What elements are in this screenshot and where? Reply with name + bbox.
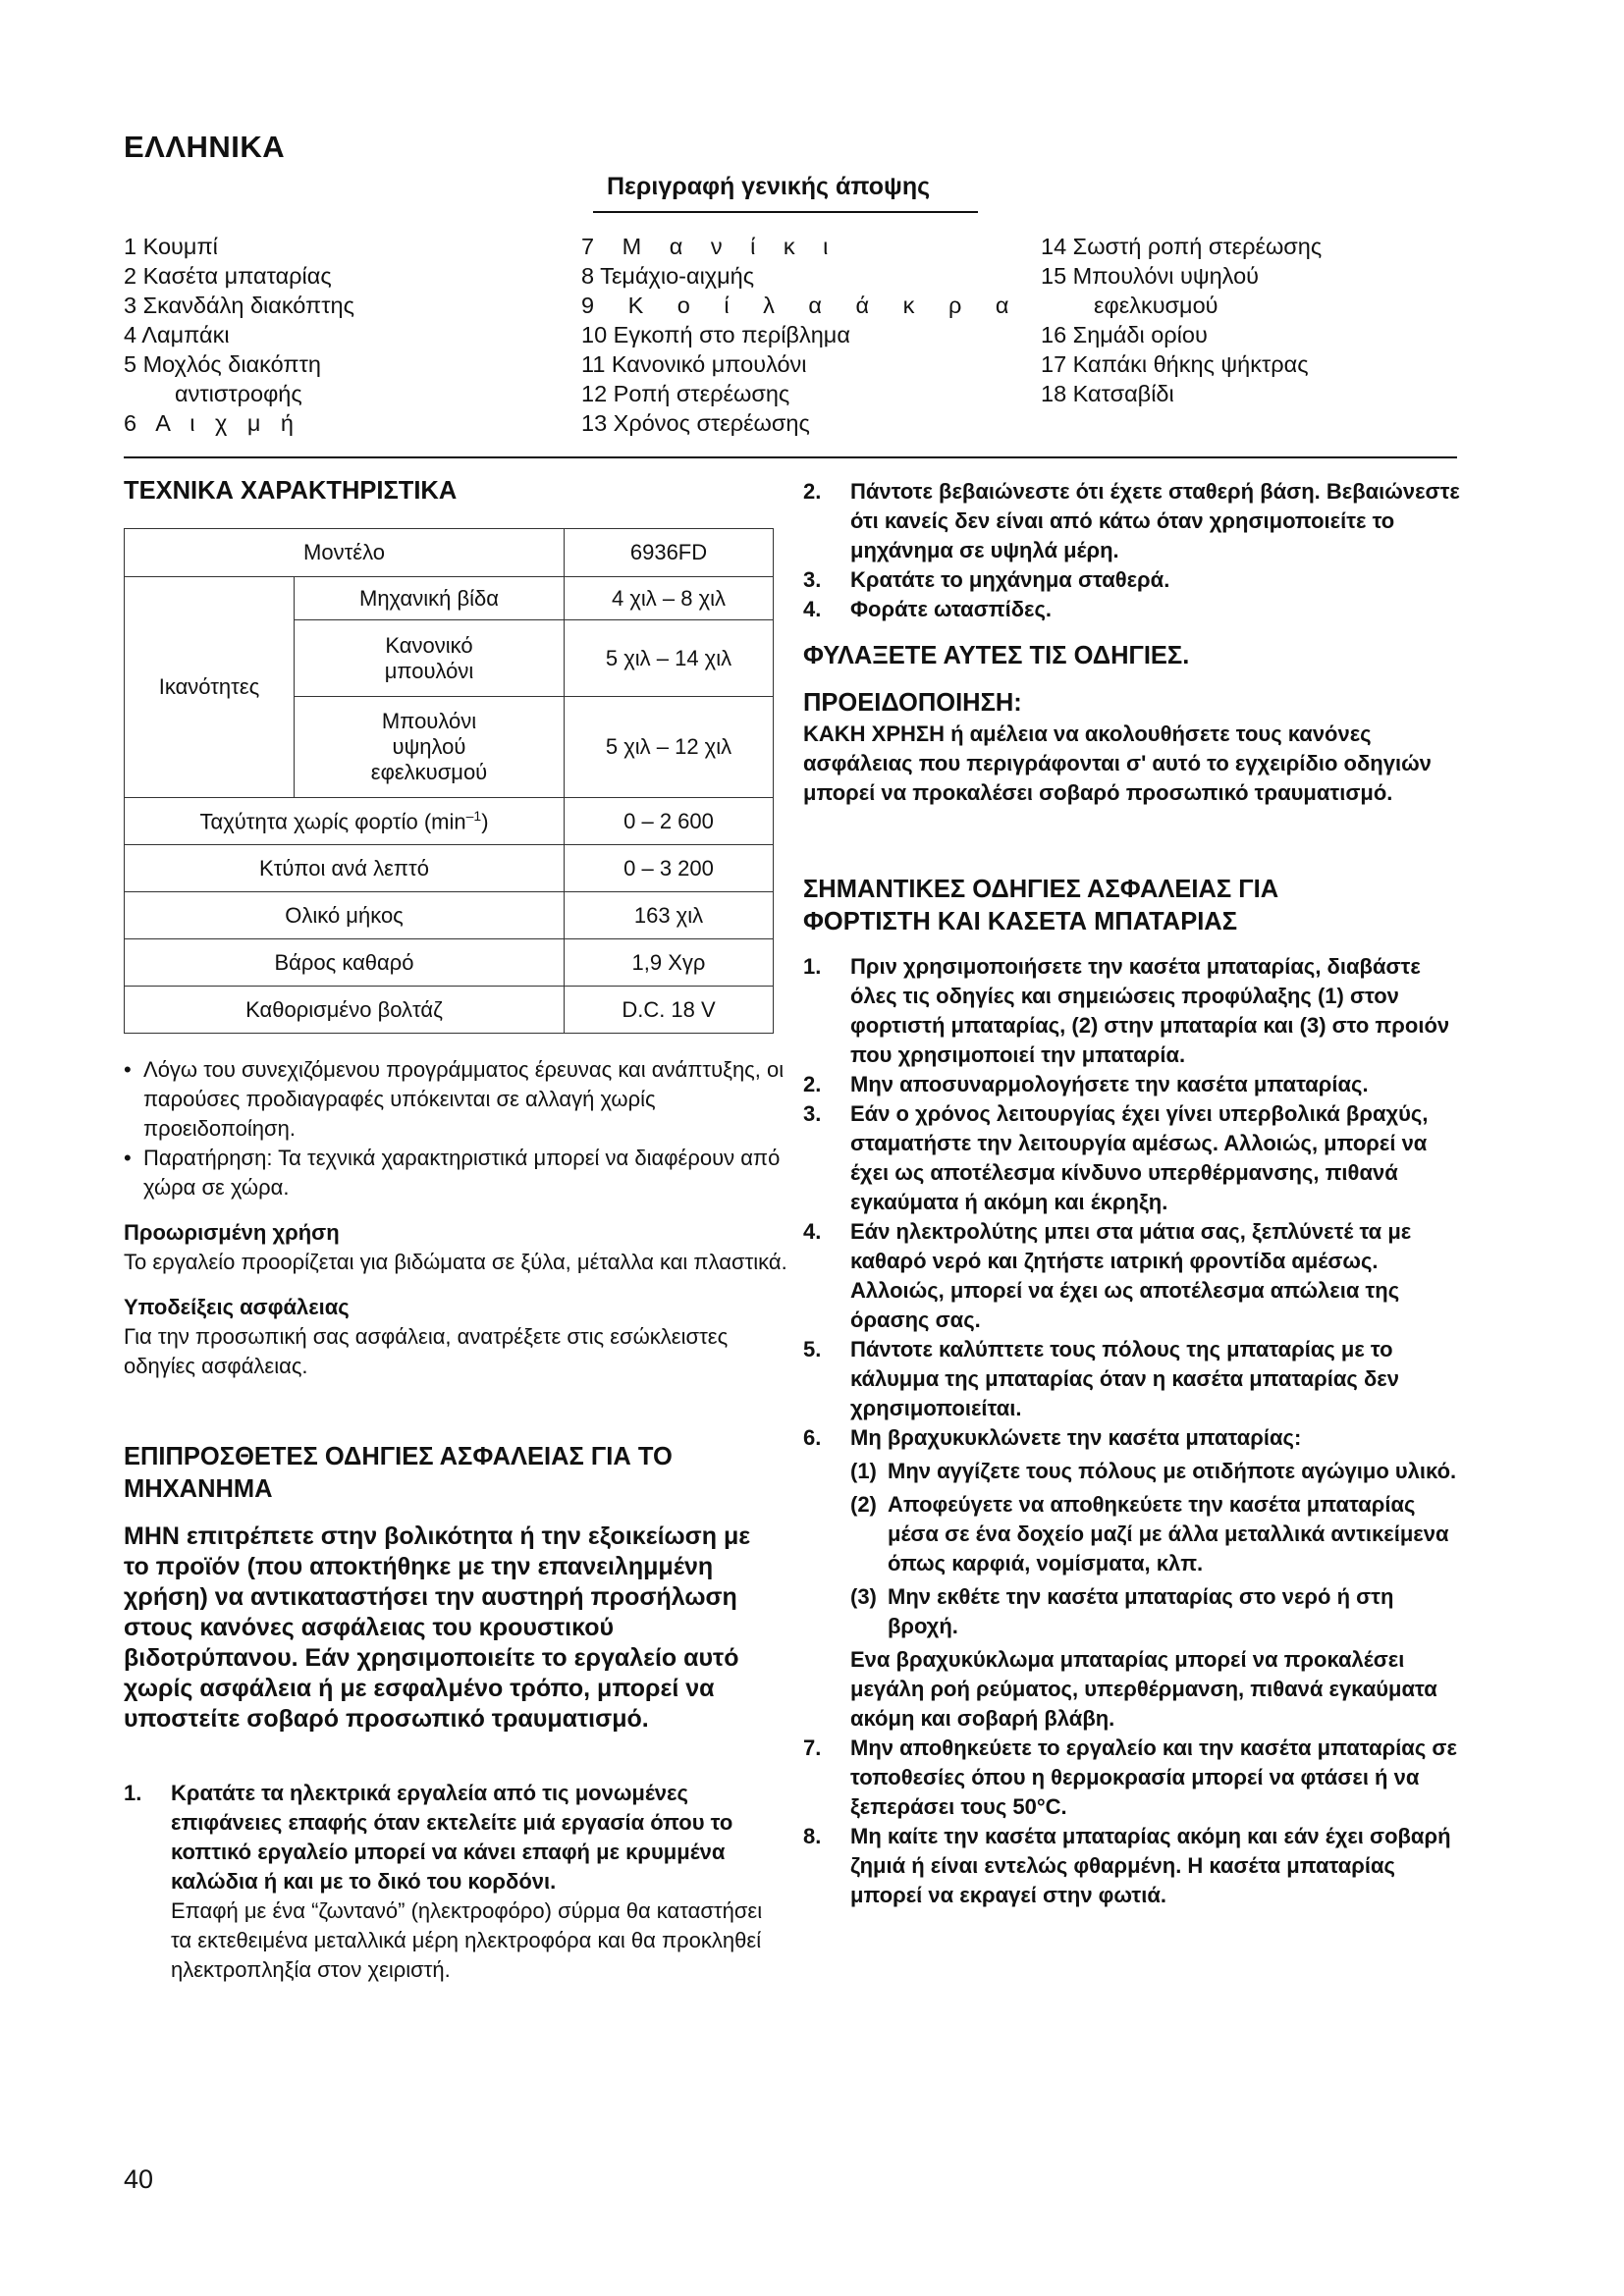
additional-safety-title: ΕΠΙΠΡΟΣΘΕΤΕΣ ΟΔΗΓΙΕΣ ΑΣΦΑΛΕΙΑΣ ΓΙΑ ΤΟ ΜΗΧΑΝΗΜΑ [124, 1443, 673, 1503]
save-instructions-heading: ΦΥΛΑΞΕΤΕ ΑΥΤΕΣ ΤΙΣ ΟΔΗΓΙΕΣ. [803, 642, 1190, 669]
spec-label: Βάρος καθαρό [125, 939, 565, 987]
part-item: 3 Σκανδάλη διακόπτης [124, 293, 354, 318]
spec-value: D.C. 18 V [565, 987, 774, 1034]
spec-label: Ταχύτητα χωρίς φορτίο $(\min^{-1})$ [125, 798, 565, 845]
section-divider [124, 456, 1457, 458]
additional-safety-list-continued [803, 477, 1461, 624]
part-item: 17 Καπάκι θήκης ψήκτρας [1041, 351, 1309, 377]
overview-title: Περιγραφή γενικής άποψης [607, 173, 931, 200]
safety-list-item: 2. Πάντοτε βεβαιώνεστε ότι έχετε σταθερή βάση. Βεβαιώνεστε ότι κανείς δεν είναι από κάτω όταν χρησιμοποιείτε το μηχάνημα σε υψηλά μέρη. [803, 479, 1460, 562]
battery-list-item: 6. Μη βραχυκυκλώνετε την κασέτα μπαταρίας: (1) Μην αγγίζετε τους πόλους με οτιδήποτε αγώγιμο υλικό. (2) Αποφεύγετε να αποθηκεύετε την κασέτα μπαταρίας μέσα σε ένα δοχείο μαζί με άλλα μεταλλικά αντικείμενα όπως καρφιά, νομίσματα, κλπ. (3) Μην εκθέτε την κασέτα μπαταρίας στο νερό ή στη βροχή. Ενα βραχυκύκλωμα μπαταρίας μπορεί να προκαλέσει μεγάλη ροή ρεύματος, υπερθέρμανση, πιθανά εγκαύματα ακόμη και σοβαρή βλάβη. [803, 1423, 1461, 1734]
intended-use-text: Το εργαλείο προορίζεται για βιδώματα σε ξύλα, μέταλλα και πλαστικά. [124, 1250, 787, 1274]
battery-list-item: 2. Μην αποσυναρμολογήσετε την κασέτα μπαταρίας. [803, 1072, 1369, 1096]
part-item: 6 Α ι χ μ ή [124, 410, 294, 436]
spec-label: Ολικό μήκος [125, 892, 565, 939]
part-item: 4 Λαμπάκι [124, 322, 230, 347]
spec-label: Ικανότητες [125, 577, 295, 798]
note-item: • Παρατήρηση: Τα τεχνικά χαρακτηριστικά μπορεί να διαφέρουν από χώρα σε χώρα. [124, 1144, 791, 1202]
warning-text: ΚΑΚΗ ΧΡΗΣΗ ή αμέλεια να ακολουθήσετε τους κανόνες ασφάλειας που περιγράφονται σ' αυτό το εγχειρίδιο οδηγιών μπορεί να προκαλέσει σοβαρό προσωπικό τραυματισμό. [803, 721, 1432, 805]
item-bold-text: Κρατάτε τα ηλεκτρικά εργαλεία από τις μονωμένες επιφάνειες επαφής όταν εκτελείτε μιά εργασία όπου το κοπτικό εργαλείο μπορεί να κάνει επαφή με κρυμμένα καλώδια ή και με το δικό του κορδόνι. [171, 1781, 733, 1894]
short-circuit-note: Ενα βραχυκύκλωμα μπαταρίας μπορεί να προκαλέσει μεγάλη ροή ρεύματος, υπερθέρμανση, πιθανά εγκαύματα ακόμη και σοβαρή βλάβη. [850, 1647, 1437, 1731]
battery-list-item: 3. Εάν ο χρόνος λειτουργίας έχει γίνει υπερβολικά βραχύς, σταματήστε την λειτουργία αμέσως. Αλλοιώς, μπορεί να έχει ως αποτέλεσμα κίνδυνο υπερθέρμανσης, πιθανά εγκαύματα ή ακόμη και έκρηξη. [803, 1101, 1429, 1214]
part-item: 7 Μ α ν ί κ ι [581, 234, 829, 259]
part-item: 15 Μπουλόνι υψηλού [1041, 263, 1259, 289]
spec-label: Καθορισμένο βολτάζ [125, 987, 565, 1034]
spec-value: 0 – 3 200 [565, 845, 774, 892]
item-text: Επαφή με ένα “ζωντανό” (ηλεκτροφόρο) σύρμα θα καταστήσει τα εκτεθειμένα μεταλλικά μέρη ηλεκτροφόρα και θα προκληθεί ηλεκτροπληξία στον χειριστή. [171, 1898, 763, 1982]
safety-hints-title: Υποδείξεις ασφάλειας [124, 1295, 350, 1319]
part-item: 18 Κατσαβίδι [1041, 381, 1174, 406]
part-item: 10 Εγκοπή στο περίβλημα [581, 322, 850, 347]
safety-list-item: 4. Φοράτε ωτασπίδες. [803, 597, 1053, 621]
part-item: 14 Σωστή ροπή στερέωσης [1041, 234, 1323, 259]
battery-list-item: 7. Μην αποθηκεύετε το εργαλείο και την κασέτα μπαταρίας σε τοποθεσίες όπου η θερμοκρασία μπορεί να φτάσει ή να ξεπεράσει τους 50°C. [803, 1735, 1457, 1819]
page-number: 40 [124, 2164, 154, 2194]
language-heading: ΕΛΛΗΝΙΚΑ [124, 130, 286, 164]
spec-label: Μηχανική βίδα [295, 577, 565, 620]
safety-list-item: 3. Κρατάτε το μηχάνημα σταθερά. [803, 567, 1170, 592]
warning-block [803, 687, 1461, 808]
misuse-warning: ΜΗΝ επιτρέπετε στην βολικότητα ή την εξοικείωση με το προϊόν (που αποκτήθηκε με την επανειλημμένη χρήση) να αντικαταστήσει την αυστηρή προσήλωση στους κανόνες ασφάλειας του κρουστικού βιδοτρύπανου. Εάν χρησιμοποιείτε το εργαλείο αυτό χωρίς ασφάλεια ή με εσφαλμένο τρόπο, μπορεί να υποστείτε σοβαρό προσωπικό τραυματισμό. [124, 1522, 751, 1733]
part-item: αντιστροφής [175, 381, 302, 406]
note-item: • Λόγω του συνεχιζόμενου προγράμματος έρευνας και ανάπτυξης, οι παρούσες προδιαγραφές υπόκεινται σε αλλαγή χωρίς προειδοποίηση. [124, 1055, 791, 1144]
spec-value: 5 χιλ – 14 χιλ [565, 620, 774, 697]
specifications-table [124, 528, 774, 1034]
parts-list-column-2 [581, 232, 1008, 438]
part-item: 13 Χρόνος στερέωσης [581, 410, 810, 436]
spec-label: Μπουλόνι υψηλού εφελκυσμού [295, 697, 565, 798]
part-item: 11 Κανονικό μπουλόνι [581, 351, 807, 377]
intended-use-title: Προωρισμένη χρήση [124, 1220, 340, 1245]
battery-list-item: 8. Μη καίτε την κασέτα μπαταρίας ακόμη και εάν έχει σοβαρή ζημιά ή είναι εντελώς φθαρμένη. Η κασέτα μπαταρίας μπορεί να εκραγεί στην φωτιά. [803, 1824, 1451, 1907]
parts-list-column-1 [124, 232, 354, 438]
spec-notes [124, 1055, 791, 1381]
battery-sub-item: (2) Αποφεύγετε να αποθηκεύετε την κασέτα μπαταρίας μέσα σε ένα δοχείο μαζί με άλλα μεταλλικά αντικείμενα όπως καρφιά, νομίσματα, κλπ. [850, 1492, 1449, 1575]
part-item: εφελκυσμού [1094, 293, 1218, 318]
battery-list-item: 4. Εάν ηλεκτρολύτης μπει στα μάτια σας, ξεπλύνετέ τα με καθαρό νερό και ζητήστε ιατρική φροντίδα αμέσως. Αλλοιώς, μπορεί να έχει ως αποτέλεσμα απώλεια της όρασης σας. [803, 1219, 1412, 1332]
safety-list-item [124, 1779, 766, 1985]
specifications-title: ΤΕΧΝΙΚΑ ΧΑΡΑΚΤΗΡΙΣΤΙΚΑ [124, 477, 458, 505]
part-item: 9 Κ ο ί λ α ά κ ρ α [581, 293, 1009, 318]
item-number: 1. [124, 1781, 142, 1805]
part-item: 5 Μοχλός διακόπτη [124, 351, 321, 377]
safety-hints-text: Για την προσωπική σας ασφάλεια, ανατρέξετε στις εσώκλειστες οδηγίες ασφάλειας. [124, 1324, 729, 1378]
parts-list-column-3 [1041, 232, 1322, 408]
spec-value: 6936FD [565, 529, 774, 577]
part-item: 8 Τεμάχιο-αιχμής [581, 263, 755, 289]
part-item: 16 Σημάδι ορίου [1041, 322, 1208, 347]
battery-sub-item: (3) Μην εκθέτε την κασέτα μπαταρίας στο νερό ή στη βροχή. [850, 1584, 1394, 1638]
spec-value: 1,9 Χγρ [565, 939, 774, 987]
spec-label: Μοντέλο [125, 529, 565, 577]
spec-value: 5 χιλ – 12 χιλ [565, 697, 774, 798]
spec-value: 0 – 2 600 [565, 798, 774, 845]
part-item: 1 Κουμπί [124, 234, 218, 259]
part-item: 12 Ροπή στερέωσης [581, 381, 790, 406]
spec-label: Κανονικό μπουλόνι [295, 620, 565, 697]
overview-title-underline [593, 211, 978, 213]
spec-value: 4 χιλ – 8 χιλ [565, 577, 774, 620]
battery-safety-list [803, 952, 1461, 1910]
battery-safety-title: ΣΗΜΑΝΤΙΚΕΣ ΟΔΗΓΙΕΣ ΑΣΦΑΛΕΙΑΣ ΓΙΑ ΦΟΡΤΙΣΤΗ ΚΑΙ ΚΑΣΕΤΑ ΜΠΑΤΑΡΙΑΣ [803, 876, 1279, 935]
spec-label: Κτύποι ανά λεπτό [125, 845, 565, 892]
part-item: 2 Κασέτα μπαταρίας [124, 263, 332, 289]
battery-sub-item: (1) Μην αγγίζετε τους πόλους με οτιδήποτε αγώγιμο υλικό. [850, 1459, 1457, 1483]
warning-title: ΠΡΟΕΙΔΟΠΟΙΗΣΗ: [803, 689, 1022, 717]
battery-list-item: 1. Πριν χρησιμοποιήσετε την κασέτα μπαταρίας, διαβάστε όλες τις οδηγίες και σημειώσεις προφύλαξης (1) στον φορτιστή μπαταρίας, (2) στην μπαταρία και (3) στο προιόν που χρησιμοποιεί την μπαταρία. [803, 954, 1450, 1067]
spec-value: 163 χιλ [565, 892, 774, 939]
battery-list-item: 5. Πάντοτε καλύπτετε τους πόλους της μπαταρίας με το κάλυμμα της μπαταρίας όταν η κασέτα μπαταρίας δεν χρησιμοποιείται. [803, 1337, 1399, 1420]
additional-safety-list [124, 1779, 766, 1985]
